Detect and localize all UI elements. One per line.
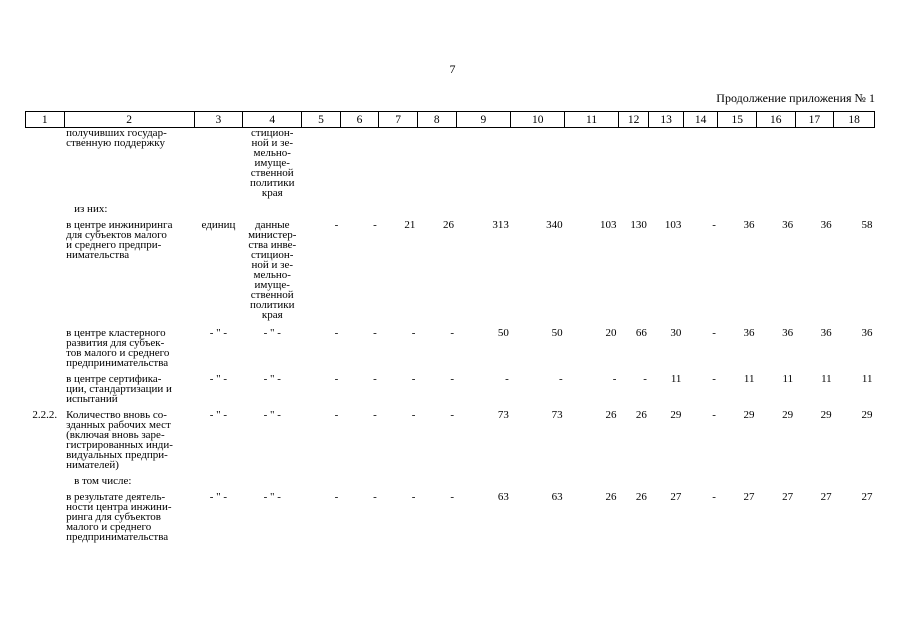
value-cell: 58	[861, 219, 873, 231]
value-cell: 11	[861, 373, 873, 385]
unit-cell	[194, 128, 243, 199]
empty-cell	[26, 198, 65, 214]
value-cell: 130	[630, 219, 647, 231]
value-cell: -	[373, 327, 377, 339]
value-cell: -	[712, 491, 716, 503]
value-cell	[718, 128, 757, 199]
value-cell: 103	[664, 219, 682, 231]
indicator-name: в результате деятель- ности центра инжини- ринга для субъектов малого и среднего предпринимательства	[66, 491, 172, 543]
value-cell: 11	[821, 373, 832, 385]
value-cell: 26	[443, 219, 454, 231]
table-row	[26, 486, 875, 542]
value-cell	[302, 128, 341, 199]
value-cell: 11	[782, 373, 794, 385]
indicator-name: в центре кластерного развития для субъек- тов малого и среднего предпринимательства	[66, 327, 170, 369]
value-cell: 50	[551, 327, 563, 339]
value-cell: 26	[635, 491, 647, 503]
source-cell: - " -	[263, 409, 281, 421]
section-label: в том числе:	[74, 475, 132, 487]
unit-cell: - " -	[209, 373, 228, 385]
header-cell-18: 18	[834, 112, 875, 128]
value-cell: -	[411, 491, 416, 503]
header-cell-6: 6	[340, 112, 379, 128]
value-cell: 63	[551, 491, 563, 503]
table-row	[26, 368, 875, 404]
value-cell: 63	[497, 491, 509, 503]
value-cell	[649, 128, 684, 199]
page-number: 7	[449, 62, 456, 76]
value-cell: 30	[670, 327, 682, 339]
value-cell: 27	[670, 491, 682, 503]
value-cell: 36	[782, 327, 794, 339]
value-cell: 36	[782, 219, 794, 231]
value-cell: 29	[820, 409, 832, 421]
value-cell: 27	[861, 491, 873, 503]
value-cell: 36	[820, 327, 832, 339]
section-label: из них:	[74, 203, 108, 215]
value-cell: -	[334, 409, 339, 421]
value-cell: 29	[743, 409, 755, 421]
value-cell: 26	[605, 409, 617, 421]
value-cell	[683, 128, 718, 199]
value-cell: 36	[743, 327, 755, 339]
table-header-row	[26, 112, 875, 128]
value-cell	[340, 128, 379, 199]
value-cell: 27	[782, 491, 794, 503]
header-cell-15: 15	[718, 112, 757, 128]
value-cell: -	[411, 409, 416, 421]
value-cell: 73	[497, 409, 509, 421]
unit-cell: - " -	[209, 409, 228, 421]
unit-cell: - " -	[209, 491, 228, 503]
value-cell: -	[373, 491, 377, 503]
value-cell: 29	[861, 409, 873, 421]
value-cell: -	[334, 491, 339, 503]
value-cell: 50	[497, 327, 509, 339]
value-cell: -	[558, 373, 563, 385]
indicator-table	[25, 111, 875, 542]
table-row	[26, 404, 875, 470]
value-cell: -	[712, 409, 716, 421]
header-cell-4: 4	[243, 112, 302, 128]
value-cell: -	[712, 327, 716, 339]
value-cell: 340	[546, 219, 563, 231]
value-cell	[565, 128, 619, 199]
header-cell-9: 9	[456, 112, 511, 128]
table-label-row	[26, 198, 875, 214]
row-number	[26, 320, 65, 368]
value-cell	[757, 128, 796, 199]
value-cell: -	[334, 327, 339, 339]
row-number: 2.2.2.	[32, 409, 58, 421]
value-cell: -	[411, 373, 416, 385]
value-cell	[417, 128, 456, 199]
row-number	[26, 486, 65, 542]
value-cell	[795, 128, 834, 199]
value-cell: 26	[635, 409, 647, 421]
indicator-name: в центре инжиниринга для субъектов малого и среднего предпри- нимательства	[66, 219, 173, 261]
value-cell: 27	[820, 491, 832, 503]
row-number	[26, 368, 65, 404]
value-cell: 36	[820, 219, 832, 231]
continuation-label: Продолжение приложения № 1	[716, 91, 875, 105]
header-cell-10: 10	[511, 112, 565, 128]
value-cell: 27	[743, 491, 755, 503]
row-number	[26, 214, 65, 320]
value-cell: -	[450, 373, 454, 385]
value-cell	[834, 128, 875, 199]
header-cell-14: 14	[683, 112, 718, 128]
table-row	[26, 128, 875, 199]
value-cell: -	[712, 373, 716, 385]
value-cell: 29	[782, 409, 794, 421]
header-cell-17: 17	[795, 112, 834, 128]
header-cell-2: 2	[64, 112, 194, 128]
value-cell: 20	[605, 327, 617, 339]
value-cell	[379, 128, 418, 199]
source-cell: - " -	[263, 373, 281, 385]
value-cell: -	[505, 373, 509, 385]
source-cell: данные министер- ства инве- стицион- ной и зе- мельно- имуще- ственной политики края	[248, 219, 297, 321]
value-cell: 11	[743, 373, 755, 385]
value-cell: -	[373, 409, 377, 421]
header-cell-13: 13	[649, 112, 684, 128]
header-cell-3: 3	[194, 112, 243, 128]
empty-cell	[26, 470, 65, 486]
table-row	[26, 214, 875, 320]
value-cell: -	[643, 373, 647, 385]
value-cell: -	[334, 373, 339, 385]
value-cell: 21	[404, 219, 416, 231]
value-cell: 36	[743, 219, 755, 231]
unit-cell: единиц	[201, 219, 236, 231]
indicator-name: в центре сертифика- ции, стандартизации и испытаний	[66, 373, 172, 405]
value-cell: -	[450, 327, 454, 339]
value-cell	[511, 128, 565, 199]
indicator-name: получивших государ- ственную поддержку	[66, 127, 167, 149]
value-cell: 103	[599, 219, 617, 231]
value-cell	[456, 128, 511, 199]
value-cell: 66	[635, 327, 647, 339]
value-cell: -	[373, 373, 377, 385]
value-cell: -	[612, 373, 617, 385]
header-cell-5: 5	[302, 112, 341, 128]
table-label-row	[26, 470, 875, 486]
value-cell: 29	[670, 409, 682, 421]
source-cell: - " -	[263, 327, 281, 339]
source-cell: - " -	[263, 491, 281, 503]
value-cell: -	[450, 491, 454, 503]
header-cell-12: 12	[618, 112, 648, 128]
header-cell-16: 16	[757, 112, 796, 128]
header-cell-7: 7	[379, 112, 418, 128]
value-cell: 313	[492, 219, 509, 231]
value-cell: 73	[551, 409, 563, 421]
source-cell: стицион- ной и зе- мельно- имуще- ственной политики края	[249, 127, 295, 199]
value-cell: 36	[861, 327, 873, 339]
value-cell: -	[712, 219, 716, 231]
row-number	[26, 128, 65, 199]
unit-cell: - " -	[209, 327, 228, 339]
value-cell	[618, 128, 648, 199]
table-row	[26, 320, 875, 368]
header-cell-11: 11	[565, 112, 619, 128]
value-cell: -	[373, 219, 377, 231]
indicator-name: Количество вновь со- зданных рабочих мест (включая вновь заре- гистрированных инди- видуальных предпри- нимателей)	[66, 409, 173, 471]
value-cell: 11	[670, 373, 682, 385]
value-cell: -	[450, 409, 454, 421]
value-cell: -	[411, 327, 416, 339]
table-body	[26, 128, 875, 543]
header-cell-8: 8	[417, 112, 456, 128]
header-cell-1: 1	[26, 112, 65, 128]
value-cell: -	[334, 219, 339, 231]
value-cell: 26	[605, 491, 617, 503]
